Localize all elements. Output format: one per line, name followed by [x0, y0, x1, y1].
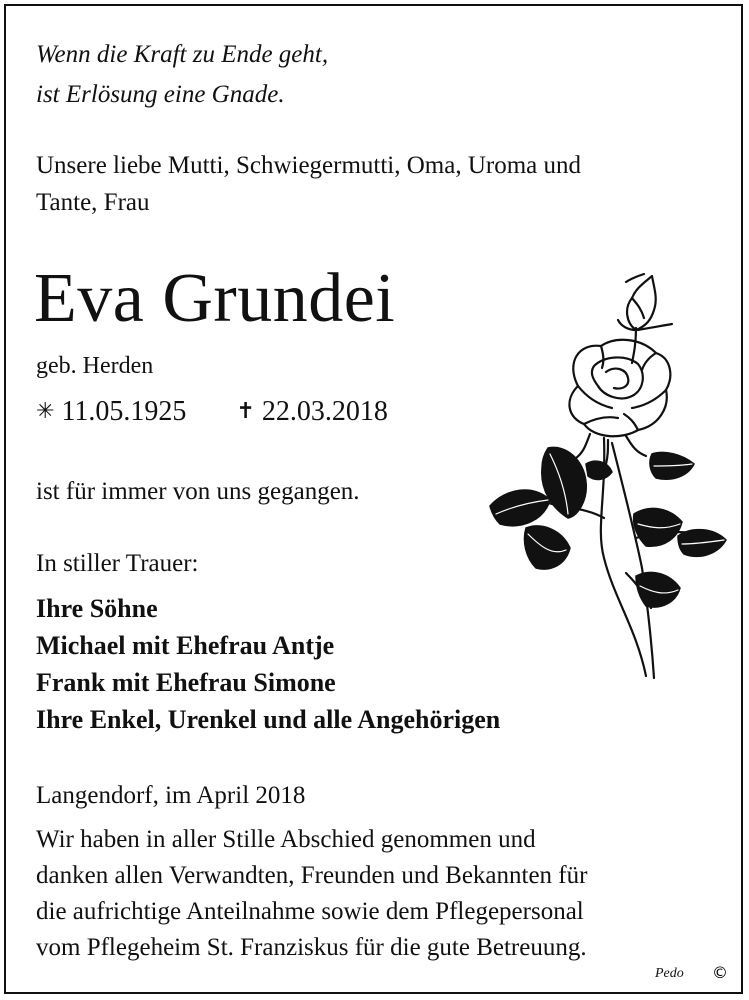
- copyright-symbol: ©: [712, 963, 728, 982]
- deceased-name: Eva Grundei: [34, 260, 396, 337]
- thanks-line: Wir haben in aller Stille Abschied genommen und: [36, 826, 536, 853]
- gone-text: ist für immer von uns gegangen.: [36, 478, 360, 505]
- death-cross-icon: ✝: [236, 398, 255, 423]
- mourner-line: Michael mit Ehefrau Antje: [36, 631, 335, 660]
- mourner-line: Ihre Söhne: [36, 594, 158, 623]
- thanks-line: die aufrichtige Anteilnahme sowie dem Pflegepersonal: [36, 898, 584, 925]
- life-dates: [36, 396, 388, 428]
- maiden-name: geb. Herden: [36, 353, 154, 379]
- place-date: Langendorf, im April 2018: [36, 782, 306, 809]
- birth-star-icon: ✳: [36, 398, 55, 423]
- motto-line-1: Wenn die Kraft zu Ende geht,: [36, 41, 329, 68]
- birth-date: 11.05.1925: [61, 396, 187, 427]
- intro-line-1: Unsere liebe Mutti, Schwiegermutti, Oma, Uroma und: [36, 152, 582, 179]
- mourner-line: Frank mit Ehefrau Simone: [36, 668, 336, 697]
- intro-line-2: Tante, Frau: [36, 189, 150, 216]
- designer-signature: Pedo: [655, 966, 684, 981]
- mourning-intro: In stiller Trauer:: [36, 550, 199, 577]
- rose-icon: [486, 268, 732, 682]
- motto-line-2: ist Erlösung eine Gnade.: [36, 81, 285, 108]
- mourner-line: Ihre Enkel, Urenkel und alle Angehörigen: [36, 705, 501, 734]
- thanks-line: danken allen Verwandten, Freunden und Bekannten für: [36, 862, 588, 889]
- death-date: 22.03.2018: [261, 396, 388, 427]
- thanks-line: vom Pflegeheim St. Franziskus für die gute Betreuung.: [36, 934, 587, 961]
